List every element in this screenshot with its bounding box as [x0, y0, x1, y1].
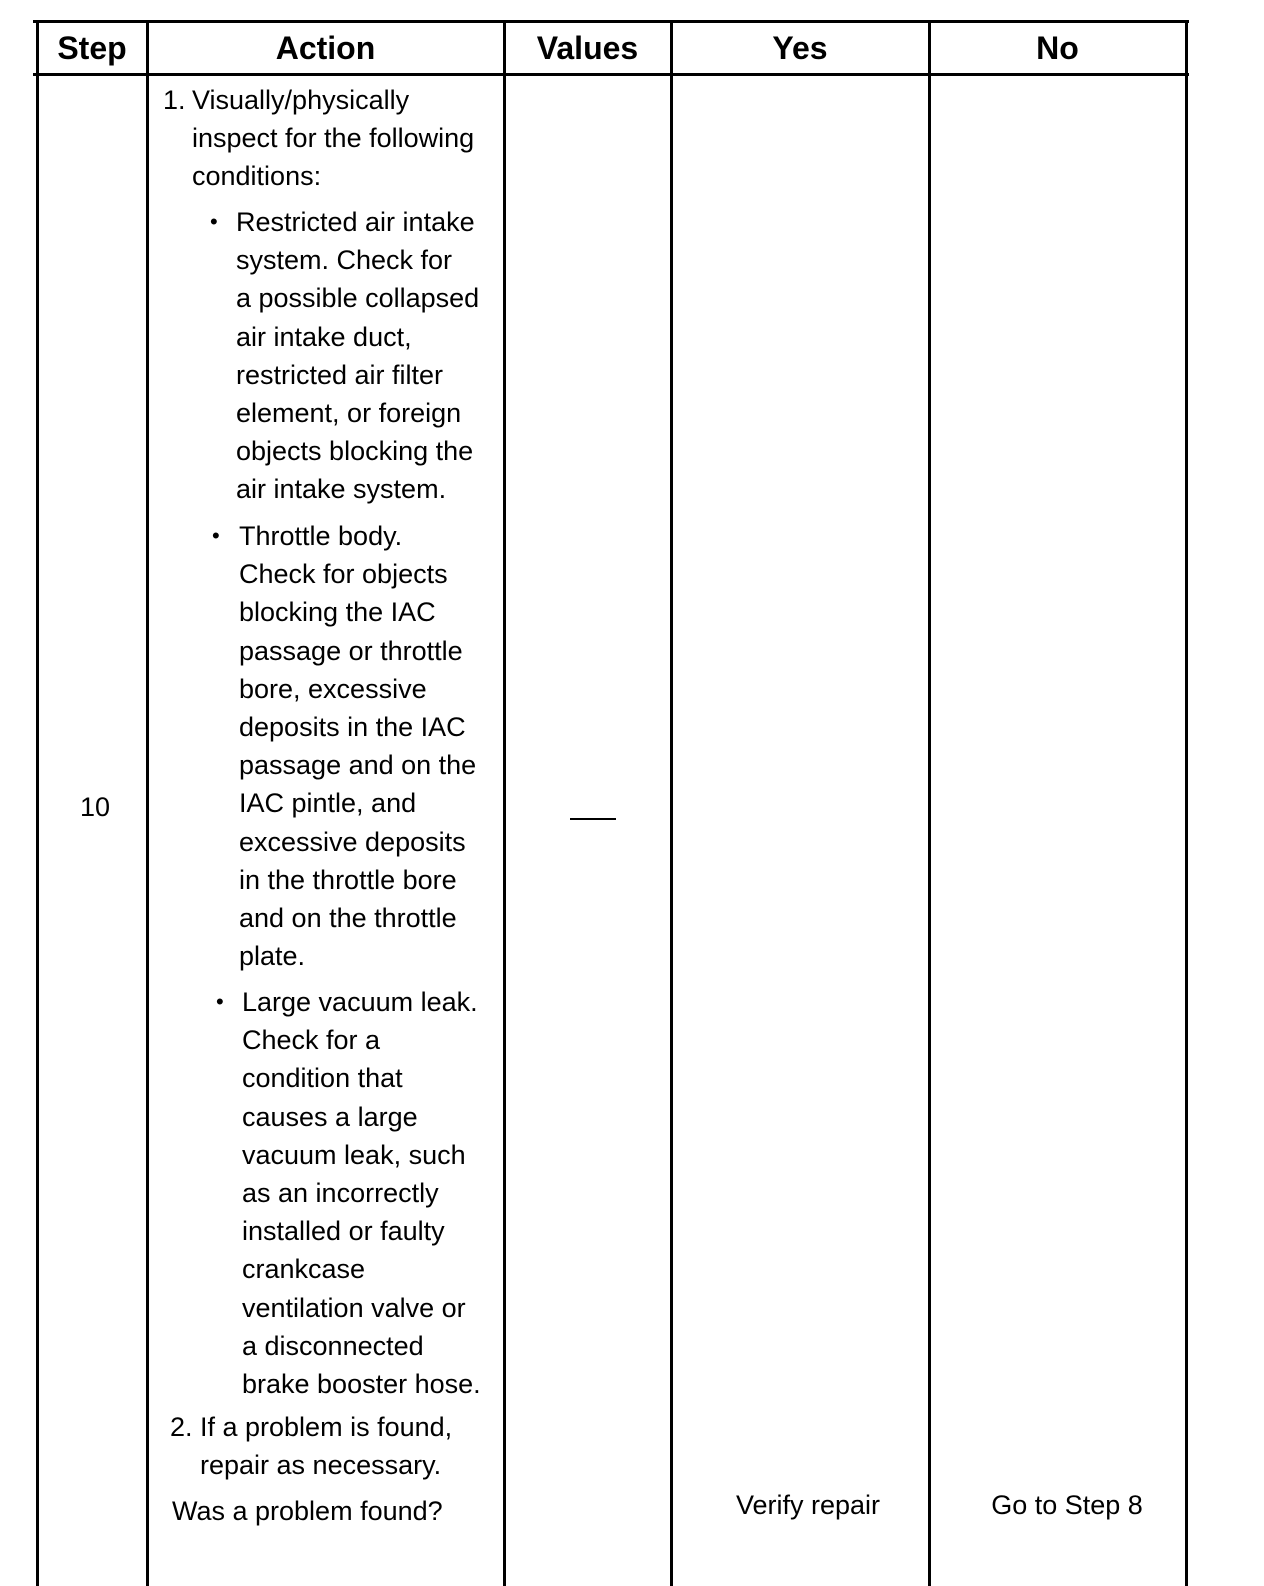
header-yes: Yes — [772, 29, 828, 66]
step-action-divider — [146, 20, 149, 1586]
table-top-border — [33, 20, 1189, 23]
values-text — [570, 818, 571, 819]
bullet-icon: • — [210, 209, 218, 234]
action-bullet-3-text: Large vacuum leak. Check for a condition that causes a large vacuum leak, such as an incorrectly installed or faulty crankcase ventilation valve or a disconnected brake booster hose. — [242, 987, 481, 1400]
header-no: No — [1036, 29, 1079, 66]
bullet-icon: • — [212, 523, 220, 548]
action-item-1-text: Visually/physically inspect for the following conditions: — [192, 85, 475, 192]
action-item-2-number: 2. — [170, 1412, 193, 1442]
action-bullet-1-text: Restricted air intake system. Check for a possible collapsed air intake duct, restricted air filter element, or foreign objects blocking the air intake system. — [236, 207, 480, 505]
header-bottom-border — [33, 73, 1189, 76]
bullet-icon: • — [216, 989, 224, 1014]
step-number: 10 — [80, 792, 111, 822]
values-yes-divider — [670, 20, 673, 1586]
action-question: Was a problem found? — [172, 1496, 443, 1526]
header-action: Action — [275, 29, 376, 66]
right-border — [1185, 20, 1188, 1586]
action-bullet-2-text: Throttle body. Check for objects blocking the IAC passage or throttle bore, excessive deposits in the IAC passage and on the IAC pintle, and excessive deposits in the throttle bore and on the throttle plate. — [239, 521, 477, 972]
action-item-1-number: 1. — [163, 85, 186, 115]
values-dash — [570, 818, 616, 820]
yes-answer: Verify repair — [735, 1490, 881, 1520]
header-values: Values — [536, 29, 639, 66]
header-step: Step — [57, 29, 127, 66]
left-border — [36, 20, 39, 1586]
yes-no-divider — [928, 20, 931, 1586]
no-answer: Go to Step 8 — [991, 1490, 1143, 1520]
action-item-2-text: If a problem is found, repair as necessary. — [200, 1412, 453, 1481]
